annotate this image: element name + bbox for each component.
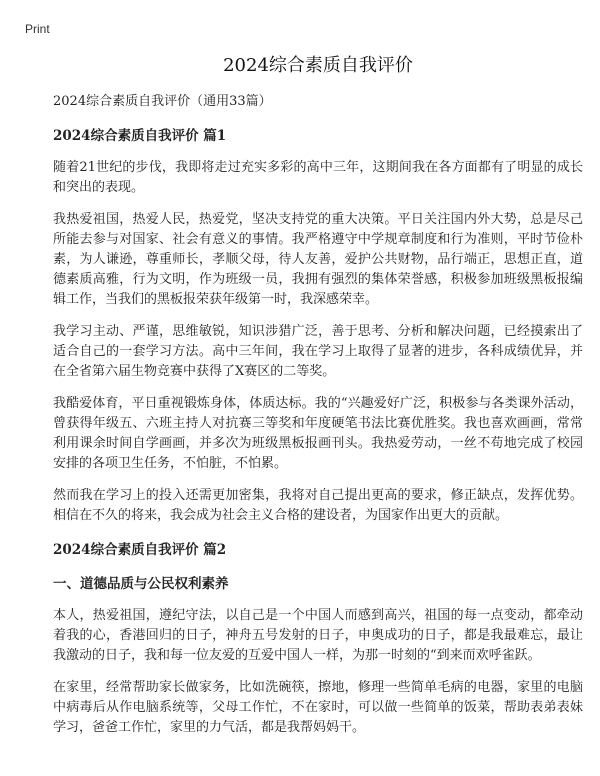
print-link[interactable]: Print bbox=[25, 22, 50, 36]
section-heading-2: 2024综合素质自我评价 篇2 bbox=[53, 542, 227, 558]
paragraph: 我学习主动、严谨，思维敏锐，知识涉猎广泛，善于思考、分析和解决问题，已经摸索出了适合自己的一套学习方法。高中三年间，我在学习上取得了显著的进步，各科成绩优异，并在全省第六届生物竞赛中获得了X赛区的二等奖。 bbox=[53, 324, 583, 379]
paragraph: 然而我在学习上的投入还需更加密集，我将对自己提出更高的要求，修正缺点，发挥优势。相信在不久的将来，我会成为社会主义合格的建设者，为国家作出更大的贡献。 bbox=[53, 488, 583, 523]
paragraph: 我酷爱体育，平日重视锻炼身体，体质达标。我的“兴趣爱好广泛，积极参与各类课外活动，曾获得年级五、六班主持人对抗赛三等奖和年度硬笔书法比赛优胜奖。我也喜欢画画，常常利用课余时间自学画画，并多次为班级黑板报画刊头。我热爱劳动，一丝不苟地完成了校园安排的各项卫生任务，不怕脏，不怕累。 bbox=[53, 396, 583, 471]
paragraph: 在家里，经常帮助家长做家务，比如洗碗筷，擦地，修理一些简单毛病的电器，家里的电脑中病毒后从作电脑系统等，父母工作忙，不在家时，可以做一些简单的饭菜，帮助表弟表妹学习，爸爸工作忙，家里的力气活，都是我帮妈妈干。 bbox=[53, 680, 583, 735]
document-subtitle: 2024综合素质自我评价（通用33篇） bbox=[53, 94, 272, 109]
paragraph: 随着21世纪的步伐，我即将走过充实多彩的高中三年，这期间我在各方面都有了明显的成长和突出的表现。 bbox=[53, 160, 583, 195]
paragraph: 我热爱祖国，热爱人民，热爱党，坚决支持党的重大决策。平日关注国内外大势，总是尽己所能去参与对国家、社会有意义的事情。我严格遵守中学规章制度和行为准则，平时节俭朴素，为人谦逊，尊重师长，孝顺父母，待人友善，爱护公共财物，品行端正，思想正直，道德素质高雅，行为文明，作为班级一员，我拥有强烈的集体荣誉感，积极参加班级黑板报编辑工作，当我们的黑板报荣获年级第一时，我深感荣幸。 bbox=[53, 212, 583, 307]
section-subheading: 一、道德品质与公民权利素养 bbox=[53, 576, 229, 592]
document-body bbox=[53, 52, 583, 738]
section-heading-1: 2024综合素质自我评价 篇1 bbox=[53, 128, 227, 144]
page-title: 2024综合素质自我评价 bbox=[223, 55, 413, 76]
paragraph: 本人，热爱祖国，遵纪守法，以自己是一个中国人而感到高兴，祖国的每一点变动，都牵动着我的心，香港回归的日子，神舟五号发射的日子，申奥成功的日子，都是我最难忘，最让我激动的日子，我和每一位友爱的互爱中国人一样，为那一时刻的“到来而欢呼雀跃。 bbox=[53, 608, 583, 663]
